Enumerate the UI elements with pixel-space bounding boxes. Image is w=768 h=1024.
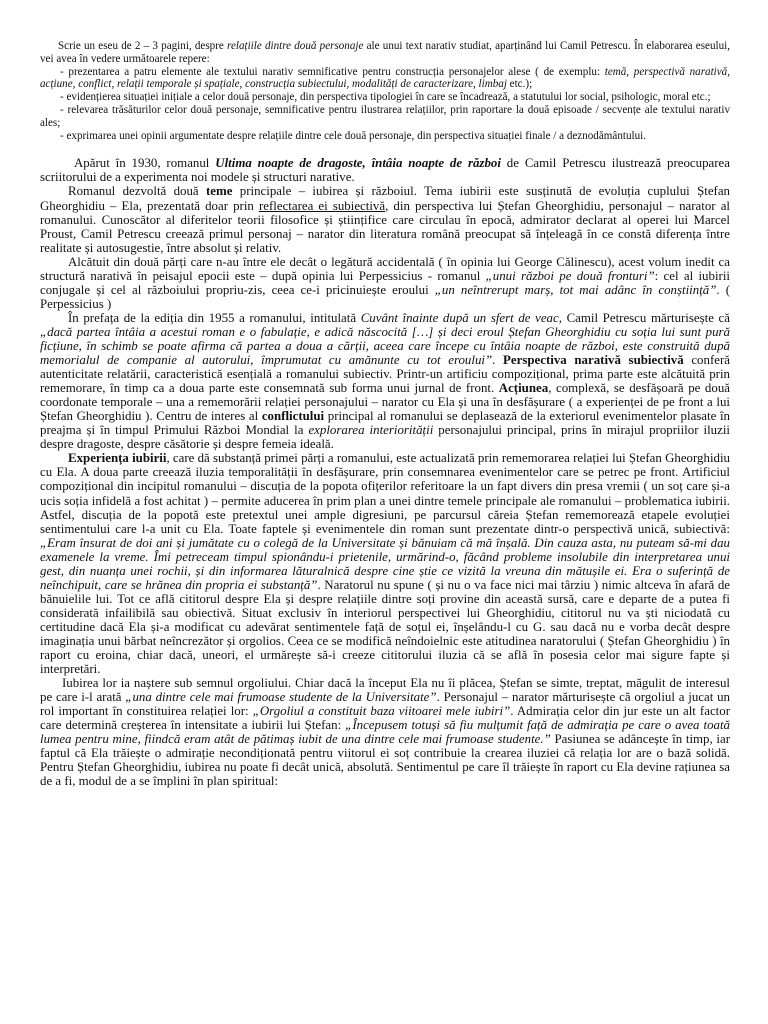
prompt-item: - relevarea trăsăturilor celor două personaje, semnificative pentru ilustrarea relațiilor, prin raportare la două episoade / secvențe ale textului narativ ales;: [40, 103, 730, 129]
prompt-item: - evidențierea situației inițiale a celor două personaje, din perspectiva tipologiei în care se încadrează, a statutului lor social, psihologic, moral etc.;: [60, 91, 711, 104]
essay-paragraph: Alcătuit din două părți care n-au între ele decât o legătură accidentală ( în opinia lui George Călinescu), acest volum inedit ca structură narativă în peisajul epocii este – după opinia lui Perpessicius - romanul „unui război pe două fronturi”: cel al iubirii conjugale și cel al războiului propriu-zis, ceea ce-i pricinuiește eroului „un neîntrerupt marș, tot mai adânc în conștiință”. ( Perpessicius ): [40, 254, 731, 311]
prompt-item: - exprimarea unei opinii argumentate despre relațiile dintre cele două personaje, din perspectiva situației finale / a deznodământului.: [60, 129, 646, 142]
essay-prompt: [40, 40, 730, 142]
essay-paragraph: Experiența iubirii, care dă substanță primei părți a romanului, este actualizată prin rememorarea relației lui Ștefan Gheorghidiu cu Ela. A doua parte creează iluzia temporalității în desfășurare, prin consemnarea evenimentelor care se petrec pe front. Artificiul compozițional din incipitul romanului – discuția de la popota ofițerilor referitoare la un fapt divers din presa vremii ( un soț care și-a ucis soția infidelă a fost achitat ) – permite aducerea în prim plan a unei dintre temele principale ale romanului – problematica iubirii. Astfel, discuția de la popotă este pretextul unei ample digresiuni, pe parcursul căreia Ștefan rememorează etapele evoluției sentimentului care l-a unit cu Ela. Toate faptele și evenimentele din roman sunt prezentate dintr-o perspectivă unică, subiectivă: „Eram însurat de doi ani și jumătate cu o colegă de la Universitate și bănuiam că mă înșală. Din cauza asta, nu puteam să-mi dau examenele la vreme. Îmi petreceam timpul spionându-i prietenile, urmărind-o, făcând probleme insolubile din interpretarea unui gest, din nuanța unei rochii, și din informarea lăturalnică despre cine știe ce vizită la vreuna din mătușile ei. Era o suferință de neînchipuit, care se hrănea din propria ei substanță”. Naratorul nu spune ( și nu o va face nici mai târziu ) nimic altceva în afară de bănuielile lui. Tot ce află cititorul despre Ela și despre relațiile dintre soți provine din această sursă, care e departe de a putea fi considerată infailibilă sau obiectivă. Situat exclusiv în interiorul perspectivei lui Gheorghidiu, cititorul nu va ști niciodată cu certitudine dacă Ela și-a modificat cu adevărat sentimentele față de soțul ei, înșelându-l cu G. sau dacă nu e vorba decât despre imaginația unui bărbat neîncrezător și orgolios. Ceea ce se modifică neîndoielnic este atitudinea naratorului ( Ștefan Gheorghidiu ) în raport cu eroina, chiar dacă, uneori, el urmărește să-i creeze cititorului iluzia că se află în posesia celor mai sigure fapte și interpretări.: [40, 451, 730, 677]
essay-body: [40, 156, 730, 788]
essay-paragraph: În prefața de la ediția din 1955 a romanului, intitulată Cuvânt înainte după un sfert de veac, Camil Petrescu mărturisește că „dacă partea întâia a acestui roman e o fabulație, e adică născocită […] și deci eroul Ștefan Gheorghidiu cu soția lui sunt pură ficțiune, în schimb se poate afirma că partea a doua a cărții, aceea care începe cu întâia noapte de război, este construită după memorialul de companie al autorului, împrumutat cu amănunte cu tot eroului”. Perspectiva narativă subiectivă conferă autenticitate relatării, caracteristică esențială a romanului subiectiv. Printr-un artificiu compozițional, prima parte este alcătuită prin rememorare, în timp ca a doua parte este consemnată sub forma unui jurnal de front. Acțiunea, complexă, se desfășoară pe două coordonate temporale – una a rememorării relației personajului – narator cu Ela și una în desfășurare ( a experienței de pe front a lui Ștefan Gheorghidiu ). Centru de interes al conflictului principal al romanului se deplasează de la exteriorul evenimentelor plasate în preajma și în timpul Primului Război Mondial la explorarea interiorității personajului principal, prins în mirajul propriilor iluzii despre dragoste, despre căsătorie și despre femeia ideală.: [40, 310, 730, 452]
essay-paragraph: Romanul dezvoltă două teme principale – iubirea și războiul. Tema iubirii este susținută de evoluția cuplului Ștefan Gheorghidiu – Ela, prezentată doar prin reflectarea ei subiectivă, din perspectiva lui Ștefan Gheorghidiu, personajul – narator al romanului. Cunoscător al diferitelor teorii filosofice și științifice care circulau în epocă, admirator declarat al operei lui Marcel Proust, Camil Petrescu creează primul personaj – narator din literatura română preocupat să înțeleagă în ce constă diferența între realitate și autosugestie, între absolut și relativ.: [40, 184, 730, 255]
essay-paragraph: Iubirea lor ia naștere sub semnul orgoliului. Chiar dacă la început Ela nu îi plăcea, Ștefan se simte, treptat, măgulit de interesul pe care i-l arată „una dintre cele mai frumoase studente de la Universitate”. Personajul – narator mărturisește că orgoliul a jucat un rol important în constituirea relației lor: „Orgoliul a constituit baza viitoarei mele iubiri”. Admirația celor din jur este un alt factor care determină creșterea în intensitate a iubirii lui Ștefan: „Începusem totuși să fiu mulțumit față de admirația pe care o avea toată lumea pentru mine, fiindcă eram atât de pătimaș iubit de una dintre cele mai frumoase studente.” Pasiunea se adâncește în timp, iar faptul că Ela trăiește o admirație necondiționată pentru viitorul ei soț contribuie la crearea iluziei că relația lor are o bază solidă. Pentru Ștefan Gheorghidiu, iubirea nu poate fi decât unică, absolută. Sentimentul pe care îl trăiește în raport cu Ela devine rațiunea sa de a fi, modul de a se împlini în plan spiritual:: [40, 676, 730, 789]
novel-title: Ultima noapte de dragoste, întâia noapte de război: [215, 156, 501, 171]
essay-paragraph: Apărut în 1930, romanul Ultima noapte de dragoste, întâia noapte de război de Camil Petrescu ilustrează preocuparea scriitorului de a experimenta noi modele și structuri narative.: [40, 156, 730, 185]
prompt-intro: Scrie un eseu de 2 – 3 pagini, despre relațiile dintre două personaje ale unui text narativ studiat, aparținând lui Camil Petrescu. În elaborarea eseului, vei avea în vedere următoarele repere:: [40, 40, 730, 65]
prompt-item: - prezentarea a patru elemente ale textului narativ semnificative pentru construcția personajelor alese ( de exemplu: temă, perspectivă narativă, acțiune, conflict, relații temporale și spațiale, construcția subiectului, modalități de caracterizare, limbaj etc.);: [40, 65, 730, 91]
